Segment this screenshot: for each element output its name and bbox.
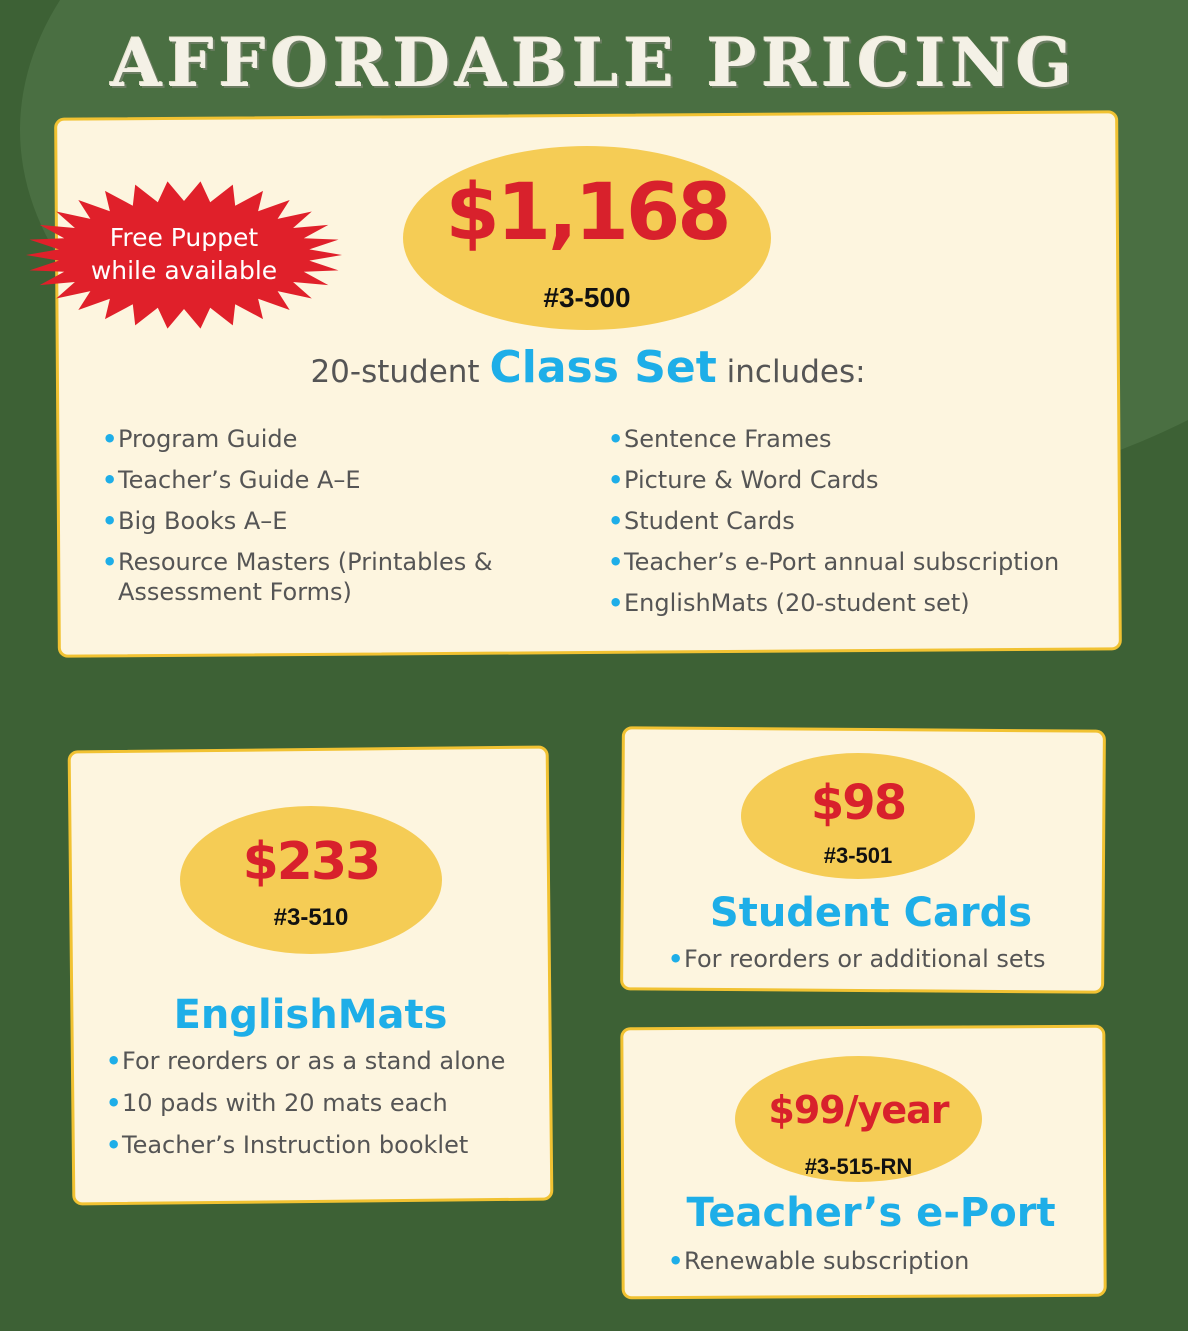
bullet-icon: • (102, 548, 118, 576)
list-item: • 10 pads with 20 mats each (106, 1089, 448, 1117)
student-cards-name: Student Cards (709, 890, 1033, 936)
bullet-icon: • (106, 1131, 122, 1159)
list-item: • For reorders or as a stand alone (106, 1047, 506, 1075)
intro-prefix: 20-student (310, 354, 490, 390)
bullet-icon: • (608, 589, 624, 617)
bullet-icon: • (668, 1247, 684, 1275)
intro-suffix: includes: (716, 354, 866, 390)
free-puppet-badge (25, 221, 343, 287)
englishmats-price-oval (180, 806, 442, 954)
badge-line-2: while available (90, 256, 278, 285)
eport-price-oval (735, 1056, 982, 1182)
class-set-intro (56, 342, 1120, 393)
eport-list (668, 1246, 1088, 1276)
englishmats-code: #3-510 (273, 904, 349, 931)
badge-line-1: Free Puppet (109, 223, 259, 252)
student-cards-code: #3-501 (823, 843, 893, 868)
bullet-icon: • (106, 1089, 122, 1117)
class-set-code: #3-500 (543, 282, 631, 313)
list-item: • Big Books A–E (102, 507, 288, 535)
bullet-icon: • (608, 425, 624, 453)
class-set-right-list (608, 424, 1088, 618)
eport-price: $99/year (768, 1088, 949, 1132)
bullet-icon: • (102, 507, 118, 535)
list-item: • Program Guide (102, 425, 298, 453)
page-title: AFFORDABLE PRICING (110, 24, 1078, 102)
bullet-icon: • (608, 466, 624, 494)
class-set-left-list (102, 424, 542, 607)
list-item: • Sentence Frames (608, 425, 832, 453)
bullet-icon: • (102, 425, 118, 453)
list-item: • Renewable subscription (668, 1247, 970, 1275)
englishmats-price: $233 (242, 832, 380, 892)
list-item: • Teacher’s e-Port annual subscription (608, 548, 1060, 576)
student-cards-price: $98 (810, 775, 906, 831)
bullet-icon: • (608, 507, 624, 535)
list-item: • Resource Masters (Printables & Assessment Forms) (102, 548, 493, 606)
englishmats-list (106, 1046, 546, 1160)
list-item: • EnglishMats (20-student set) (608, 589, 970, 617)
list-item: • Teacher’s Guide A–E (102, 466, 361, 494)
list-item: • Student Cards (608, 507, 795, 535)
class-set-name: Class Set (489, 342, 717, 393)
eport-code: #3-515-RN (804, 1154, 913, 1179)
list-item: • Picture & Word Cards (608, 466, 879, 494)
bullet-icon: • (102, 466, 118, 494)
class-set-price-oval (403, 146, 771, 330)
eport-name: Teacher’s e-Port (686, 1190, 1056, 1236)
englishmats-name: EnglishMats (173, 992, 448, 1038)
bullet-icon: • (106, 1047, 122, 1075)
class-set-price: $1,168 (445, 168, 729, 258)
student-cards-price-oval (741, 753, 975, 879)
list-item: • For reorders or additional sets (668, 945, 1046, 973)
bullet-icon: • (608, 548, 624, 576)
list-item: • Teacher’s Instruction booklet (106, 1131, 469, 1159)
student-cards-list (668, 944, 1098, 974)
bullet-icon: • (668, 945, 684, 973)
